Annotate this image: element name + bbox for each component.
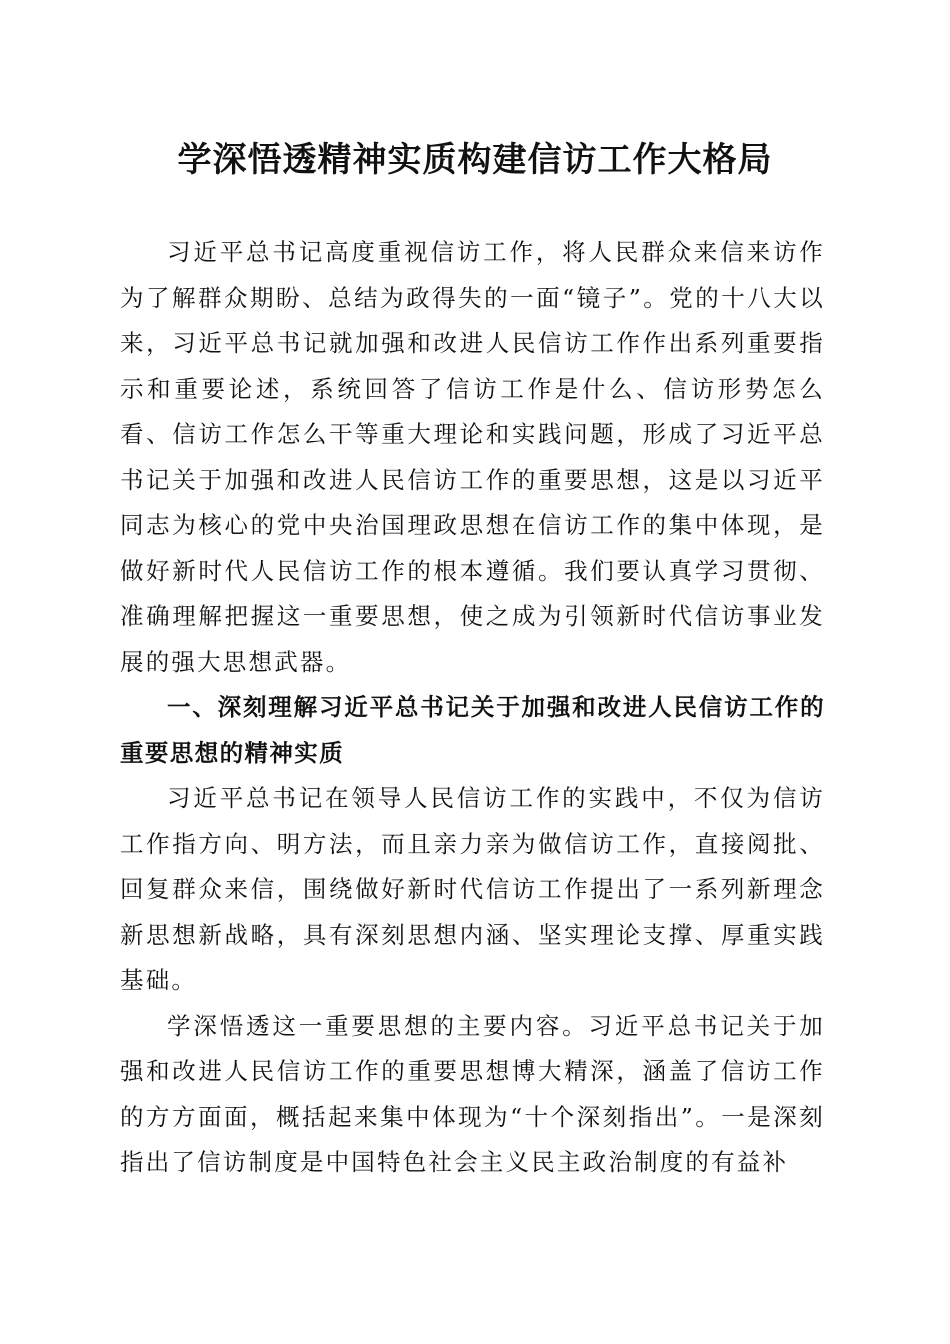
section1-paragraph-2: 学深悟透这一重要思想的主要内容。习近平总书记关于加强和改进人民信访工作的重要思想博大精深，涵盖了信访工作的方方面面，概括起来集中体现为“十个深刻指出”。一是深刻指出了信访制度是中国特色社会主义民主政治制度的有益补 — [120, 1011, 825, 1176]
section1-paragraph-1: 习近平总书记在领导人民信访工作的实践中，不仅为信访工作指方向、明方法，而且亲力亲为做信访工作，直接阅批、回复群众来信，围绕做好新时代信访工作提出了一系列新理念新思想新战略，具有深刻思想内涵、坚实理论支撑、厚重实践基础。 — [120, 784, 825, 994]
section-heading-1: 一、深刻理解习近平总书记关于加强和改进人民信访工作的重要思想的精神实质 — [120, 693, 825, 767]
intro-paragraph: 习近平总书记高度重视信访工作，将人民群众来信来访作为了解群众期盼、总结为政得失的一面“镜子”。党的十八大以来，习近平总书记就加强和改进人民信访工作作出系列重要指示和重要论述，系统回答了信访工作是什么、信访形势怎么看、信访工作怎么干等重大理论和实践问题，形成了习近平总书记关于加强和改进人民信访工作的重要思想，这是以习近平同志为核心的党中央治国理政思想在信访工作的集中体现，是做好新时代人民信访工作的根本遵循。我们要认真学习贯彻、准确理解把握这一重要思想，使之成为引领新时代信访事业发展的强大思想武器。 — [120, 238, 825, 676]
document-body — [120, 230, 825, 1186]
document-title: 学深悟透精神实质构建信访工作大格局 — [177, 140, 773, 180]
